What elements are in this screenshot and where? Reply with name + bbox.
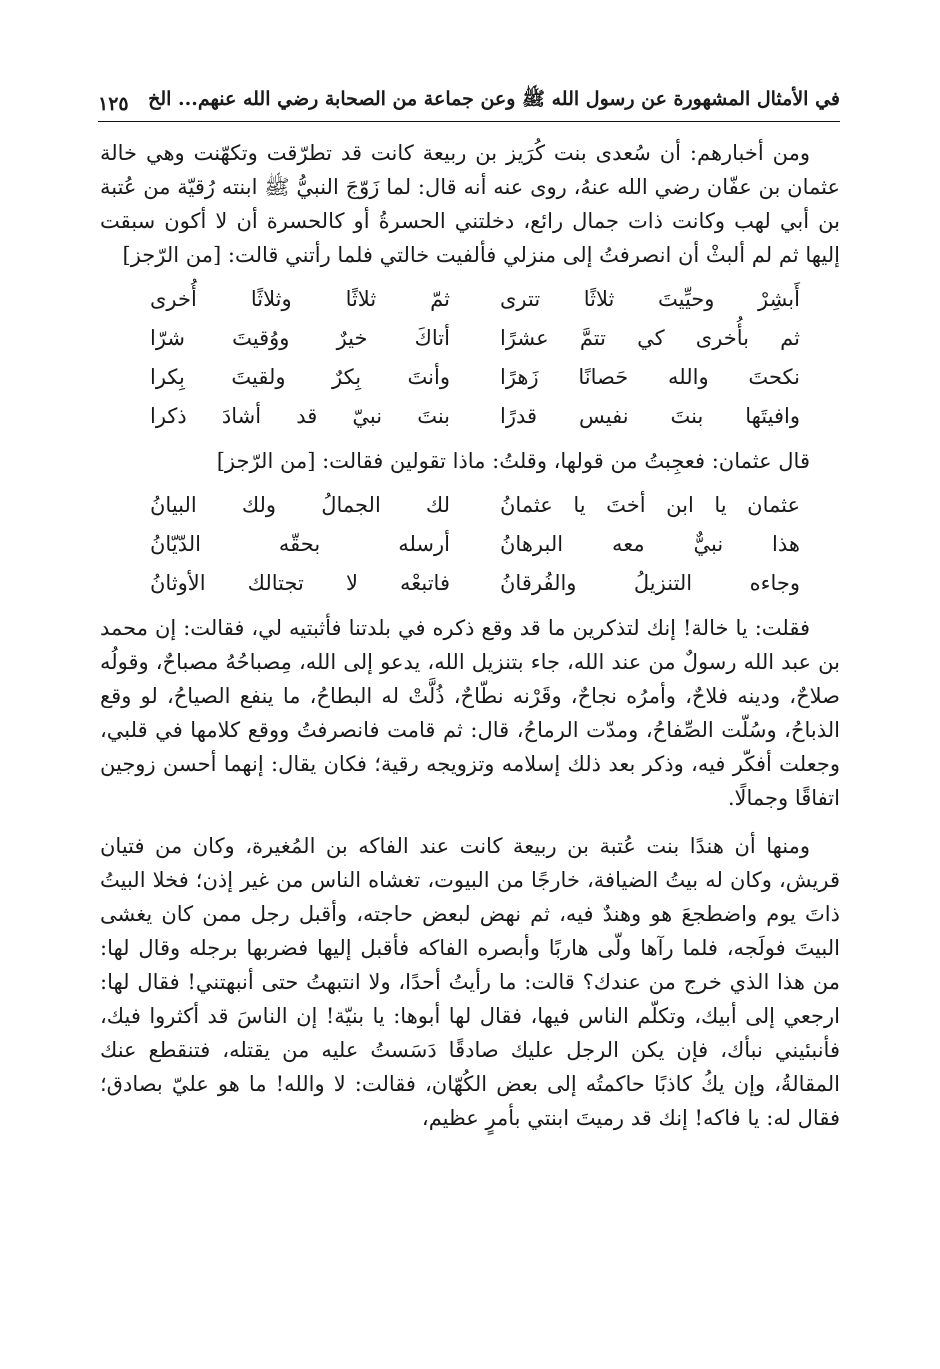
verse-second-hemistich: فاتبعْه لا تجتالك الأوثانُ bbox=[150, 571, 450, 595]
verse-first-hemistich: هذا نبيٌّ معه البرهانُ bbox=[500, 532, 800, 556]
header-title: في الأمثال المشهورة عن رسول الله ﷺ وعن جماعة من الصحابة رضي الله عنهم... الخ bbox=[148, 88, 840, 110]
verse-second-hemistich: أرسله بحقّه الدّيّانُ bbox=[150, 532, 450, 556]
verse-line bbox=[100, 525, 840, 564]
verse-first-hemistich: وافيتَها بنتَ نفيس قدرًا bbox=[500, 404, 800, 428]
paragraph-saada-news bbox=[100, 136, 840, 272]
running-header bbox=[98, 84, 840, 122]
verse-line bbox=[100, 280, 840, 319]
verse-line bbox=[100, 319, 840, 358]
verse-first-hemistich: ثم بأُخرى كي تتمَّ عشرًا bbox=[500, 326, 800, 350]
poem-saada bbox=[100, 280, 840, 436]
paragraph-hind-story: ومنها أن هندًا بنت عُتبة بن ربيعة كانت عند الفاكه بن المُغيرة، وكان من فتيان قريش، وكان له بيتُ الضيافة، خارجًا من البيوت، تغشاه الناس من غير إذن؛ فخلا البيتُ ذاتَ يوم واضطجعَ هو وهندٌ فيه، ثم نهض لبعض حاجته، وأقبل رجل ممن كان يغشى البيتَ فولَجه، فلما رآها ولّى هاربًا وأبصره الفاكه فأقبل إليها فضربها برجله وقال لها: من هذا الذي خرج من عندك؟ قالت: ما رأيتُ أحدًا، ولا انتبهتُ حتى أنبهتني! فقال لها: ارجعي إلى أبيك، وتكلّم الناس فيها، فقال لها أبوها: يا بنيّة! إن الناسَ قد أكثروا فيك، فأنبئيني نبأك، فإن يكن الرجل عليك صادقًا دَسَستُ عليه من يقتله، فتنقطع عنك المقالةُ، وإن يكُ كاذبًا حاكمتُه إلى بعض الكُهّان، فقالت: لا والله! ما هو عليّ بصادق؛ فقال له: يا فاكه! إنك قد رميتَ ابنتي بأمرٍ عظيم، bbox=[100, 834, 840, 1130]
paragraph-uthman-question bbox=[100, 444, 840, 478]
poem-uthman bbox=[100, 486, 840, 603]
verse-second-hemistich: أتاكَ خيرٌ ووُقيتَ شرّا bbox=[150, 326, 450, 350]
verse-second-hemistich: وأنتَ بِكرٌ ولقيتَ بِكرا bbox=[150, 365, 450, 389]
verse-first-hemistich: عثمان يا ابن أختَ يا عثمانُ bbox=[500, 493, 800, 517]
meter-label: [من الرّجز] bbox=[216, 449, 316, 473]
verse-second-hemistich: بنتَ نبيّ قد أشادَ ذكرا bbox=[150, 404, 450, 428]
verse-line bbox=[100, 397, 840, 436]
page-number: ١٢٥ bbox=[98, 93, 129, 115]
page-body bbox=[100, 136, 840, 1135]
verse-second-hemistich: لك الجمالُ ولك البيانُ bbox=[150, 493, 450, 517]
paragraph-khala-reply: فقلت: يا خالة! إنك لتذكرين ما قد وقع ذكره في بلدتنا فأثبتيه لي، فقالت: إن محمد بن عبد الله رسولٌ من عند الله، جاء بتنزيل الله، يدعو إلى الله، مِصباحُهُ مصباحٌ، وقولُه صلاحٌ، ودينه فلاحٌ، وأمرُه نجاحٌ، وقَرْنه نطّاحٌ، ذُلَّتْ له البطاحُ، ما ينفع الصياحُ، لو وقع الذباحُ، وسُلّت الصِّفاحُ، ومدّت الرماحُ، قال: ثم قامت فانصرفتُ ووقع كلامها في قلبي، وجعلت أفكّر فيه، وذكر بعد ذلك إسلامه وتزويجه رقية؛ فكان يقال: إنهما أحسن زوجين اتفاقًا وجمالًا. bbox=[100, 616, 840, 810]
paragraph-text: ومن أخبارهم: أن سُعدى بنت كُرَيز بن ربيعة كانت قد تطرّقت وتكهّنت وهي خالة عثمان بن عفّان رضي الله عنهُ، روى عنه أنه قال: لما زَوّجَ النبيُّ ﷺ ابنته رُقيّة من عُتبة بن أبي لهب وكانت ذات جمال رائع، دخلتني الحسرةُ أو كالحسرة أن لا أكون سبقت إليها ثم لم ألبثْ أن انصرفتُ إلى منزلي فألفيت خالتي فلما رأتني قالت: bbox=[100, 141, 840, 267]
meter-label: [من الرّجز] bbox=[122, 243, 222, 267]
paragraph-text: قال عثمان: فعجِبتُ من قولها، وقلتُ: ماذا تقولين فقالت: bbox=[322, 449, 810, 473]
verse-first-hemistich: نكحتَ والله حَصانًا زَهرًا bbox=[500, 365, 800, 389]
paragraph-gap bbox=[100, 815, 840, 829]
verse-first-hemistich: وجاءه التنزيلُ والفُرقانُ bbox=[500, 571, 800, 595]
verse-line bbox=[100, 358, 840, 397]
verse-line bbox=[100, 486, 840, 525]
verse-line bbox=[100, 564, 840, 603]
verse-second-hemistich: ثمّ ثلاثًا وثلاثًا أُخرى bbox=[150, 287, 450, 311]
verse-first-hemistich: أَبشِرْ وحيِّيتَ ثلاثًا تترى bbox=[500, 287, 800, 311]
